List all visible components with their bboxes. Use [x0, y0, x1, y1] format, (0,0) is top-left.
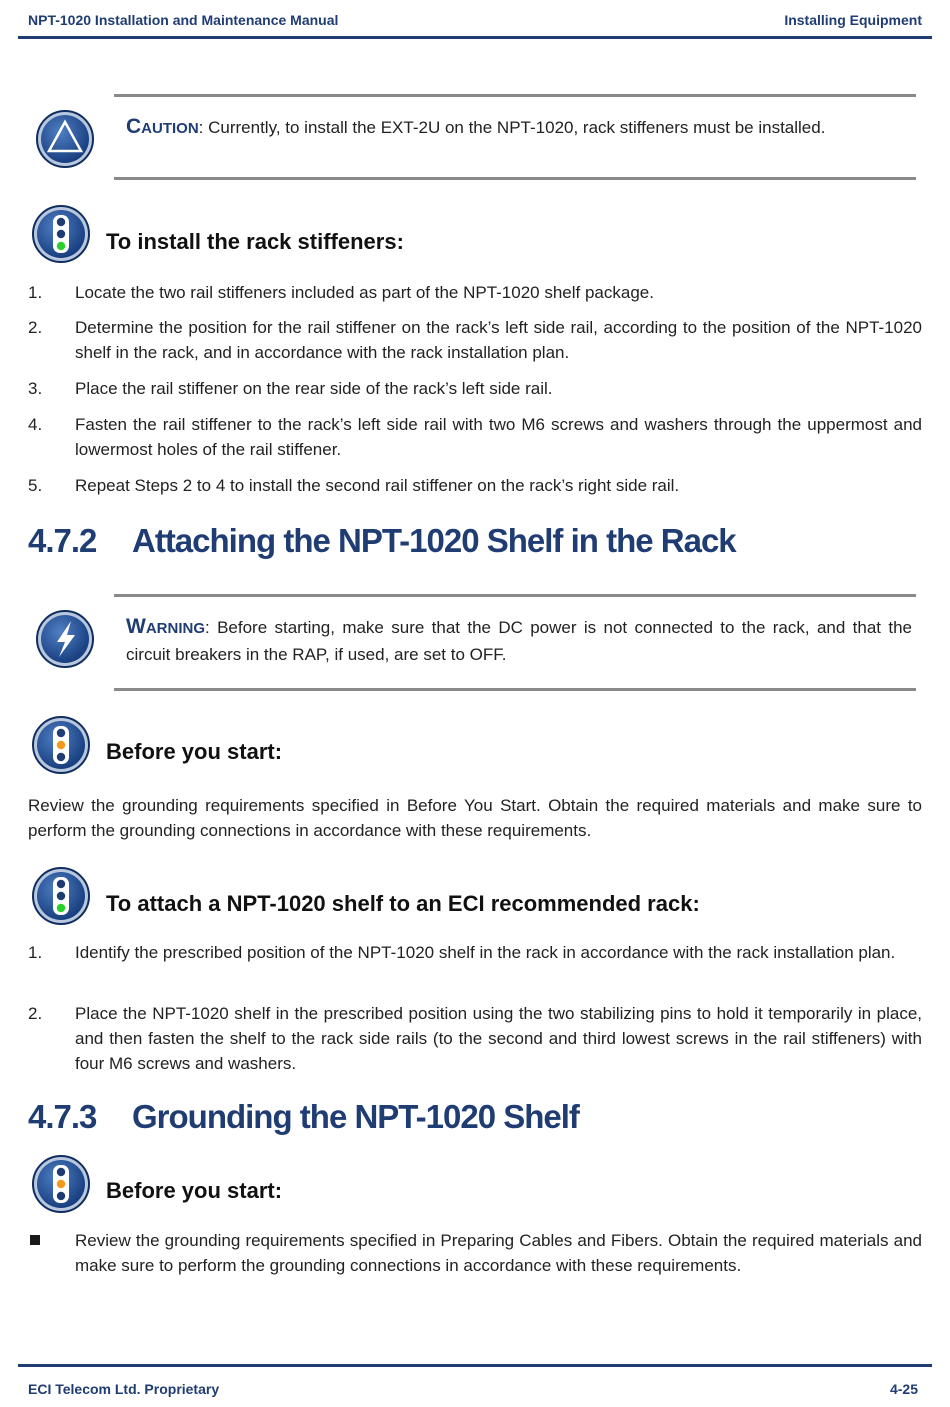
before-you-start-title: Before you start: [106, 739, 283, 764]
warning-top-rule [114, 594, 916, 597]
list-item: 2. Place the NPT-1020 shelf in the prescribed position using the two stabilizing pins to hold it temporarily in place, and then fasten the shelf to the rack side rails (to the second and third lowest screws in the rail stiffeners) with four M6 screws and washers. [28, 1004, 922, 1073]
warning-label: WARNING [126, 615, 205, 638]
caution-bottom-rule [114, 177, 916, 180]
section-title: Grounding the NPT-1020 Shelf [132, 1098, 579, 1135]
caution-note [126, 114, 912, 142]
footer-page-number: 4-25 [889, 1381, 918, 1397]
warning-bottom-rule [114, 688, 916, 691]
caution-label: CAUTION [126, 115, 199, 138]
list-item: 2. Determine the position for the rail stiffener on the rack’s left side rail, according to the position of the NPT-1020 shelf in the rack, and in accordance with the rack installation plan. [28, 318, 922, 362]
list-item: 3. Place the rail stiffener on the rear side of the rack’s left side rail. [28, 379, 553, 398]
list-item: Review the grounding requirements specified in Preparing Cables and Fibers. Obtain the required materials and make sure to perform the grounding connections in accordance with these requirements. [75, 1231, 922, 1275]
footer-rule [18, 1364, 932, 1367]
warning-text: : Before starting, make sure that the DC power is not connected to the rack, and that the circuit breakers in the RAP, if used, are set to OFF. [126, 618, 912, 664]
list-item: 1. Identify the prescribed position of the NPT-1020 shelf in the rack in accordance with the rack installation plan. [28, 943, 896, 962]
traffic-light-orange-icon [31, 715, 91, 775]
footer-company: ECI Telecom Ltd. Proprietary [28, 1381, 220, 1397]
list-item: 5. Repeat Steps 2 to 4 to install the second rail stiffener on the rack’s right side rail. [28, 476, 680, 495]
section-heading-4-7-3 [28, 1098, 579, 1136]
caution-text: : Currently, to install the EXT-2U on the NPT-1020, rack stiffeners must be installed. [198, 118, 826, 137]
traffic-light-green-icon [31, 204, 91, 264]
procedure-title-attach-shelf: To attach a NPT-1020 shelf to an ECI recommended rack: [106, 891, 700, 916]
traffic-light-green-icon [31, 866, 91, 926]
caution-top-rule [114, 94, 916, 97]
before-you-start-text: Review the grounding requirements specified in Before You Start. Obtain the required materials and make sure to perform the grounding connections in accordance with these requirements. [28, 796, 922, 840]
header-manual-title: NPT-1020 Installation and Maintenance Manual [28, 12, 339, 28]
caution-triangle-icon [35, 109, 95, 169]
list-item: 4. Fasten the rail stiffener to the rack’s left side rail with two M6 screws and washers through the uppermost and lowermost holes of the rail stiffener. [28, 415, 922, 459]
traffic-light-orange-icon [31, 1154, 91, 1214]
section-title: Attaching the NPT-1020 Shelf in the Rack [132, 522, 736, 559]
section-number: 4.7.3 [28, 1098, 97, 1135]
section-heading-4-7-2 [28, 522, 736, 560]
procedure-title-rack-stiffeners: To install the rack stiffeners: [106, 229, 404, 254]
before-you-start-title: Before you start: [106, 1178, 283, 1203]
header-rule [18, 36, 932, 39]
list-item: 1. Locate the two rail stiffeners included as part of the NPT-1020 shelf package. [28, 283, 654, 302]
section-number: 4.7.2 [28, 522, 97, 559]
warning-note [126, 614, 912, 668]
header-chapter-title: Installing Equipment [784, 12, 922, 28]
lightning-bolt-icon [35, 609, 95, 669]
